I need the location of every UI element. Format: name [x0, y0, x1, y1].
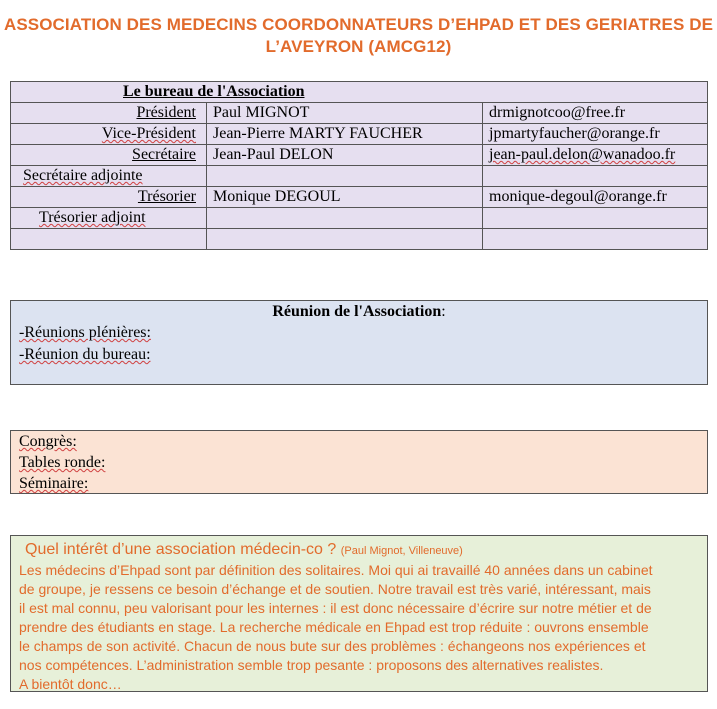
- document-title: [0, 14, 717, 58]
- table-row: [11, 229, 708, 250]
- article-line: il est mal connu, peu valorisant pour les internes : il est donc nécessaire d’écrire sur notre métier et de: [19, 600, 652, 616]
- role-cell: Trésorier adjoint: [11, 208, 207, 229]
- bureau-table: [10, 81, 708, 250]
- role-cell: Président: [11, 103, 207, 124]
- seminaire-line: Séminaire:: [19, 475, 89, 492]
- article-box: [10, 535, 708, 692]
- role-cell: Secrétaire: [11, 145, 207, 166]
- bureau-header-row: [11, 82, 708, 103]
- article-line: le champs de son activité. Chacun de nous bute sur des problèmes : échangeons nos expériences et: [19, 638, 646, 654]
- title-line-2: L’AVEYRON (AMCG12): [265, 37, 452, 56]
- name-cell: [207, 229, 483, 250]
- table-row: [11, 145, 708, 166]
- reunion-line-bureau: -Réunion du bureau:: [19, 346, 151, 363]
- table-row: [11, 103, 708, 124]
- email-cell: jpmartyfaucher@orange.fr: [483, 124, 708, 145]
- role-cell: [11, 229, 207, 250]
- tables-ronde-line: Tables ronde:: [19, 454, 106, 471]
- name-cell: Jean-Paul DELON: [207, 145, 483, 166]
- article-line: de groupe, je ressens ce besoin d’échange et de soutien. Notre travail est très varié, intéressant, mais: [19, 581, 651, 597]
- article-closing: A bientôt donc…: [19, 676, 122, 692]
- role-cell: Trésorier: [11, 187, 207, 208]
- name-cell: [207, 166, 483, 187]
- article-byline: (Paul Mignot, Villeneuve): [340, 545, 463, 557]
- congres-line: Congrès:: [19, 433, 77, 450]
- email-cell: [483, 166, 708, 187]
- table-row: [11, 208, 708, 229]
- name-cell: Jean-Pierre MARTY FAUCHER: [207, 124, 483, 145]
- bureau-heading: Le bureau de l'Association: [11, 82, 708, 103]
- reunion-line-plenieres: -Réunions plénières:: [19, 324, 151, 341]
- name-cell: [207, 208, 483, 229]
- role-cell: Secrétaire adjointe: [11, 166, 207, 187]
- article-line: nos compétences. L’administration semble trop pesante : proposons des alternatives realistes.: [19, 657, 604, 673]
- article-line: prendre des étudiants en stage. La recherche médicale en Ehpad est trop réduite : ouvrons ensemble: [19, 619, 649, 635]
- article-heading: Quel intérêt d’une association médecin-co ? (Paul Mignot, Villeneuve): [25, 541, 463, 558]
- reunion-heading: Réunion de l'Association:: [272, 303, 446, 320]
- name-cell: Paul MIGNOT: [207, 103, 483, 124]
- congres-box: [10, 430, 708, 494]
- table-row: [11, 187, 708, 208]
- role-cell: Vice-Président: [11, 124, 207, 145]
- name-cell: Monique DEGOUL: [207, 187, 483, 208]
- email-cell: jean-paul.delon@wanadoo.fr: [483, 145, 708, 166]
- email-cell: [483, 208, 708, 229]
- reunion-box: [10, 300, 708, 385]
- table-row: [11, 124, 708, 145]
- email-cell: monique-degoul@orange.fr: [483, 187, 708, 208]
- email-cell: [483, 229, 708, 250]
- title-line-1: ASSOCIATION DES MEDECINS COORDONNATEURS D’EHPAD ET DES GERIATRES DE: [3, 15, 714, 34]
- table-row: [11, 166, 708, 187]
- article-line: Les médecins d’Ehpad sont par définition des solitaires. Moi qui ai travaillé 40 années dans un cabinet: [19, 562, 653, 578]
- email-cell: drmignotcoo@free.fr: [483, 103, 708, 124]
